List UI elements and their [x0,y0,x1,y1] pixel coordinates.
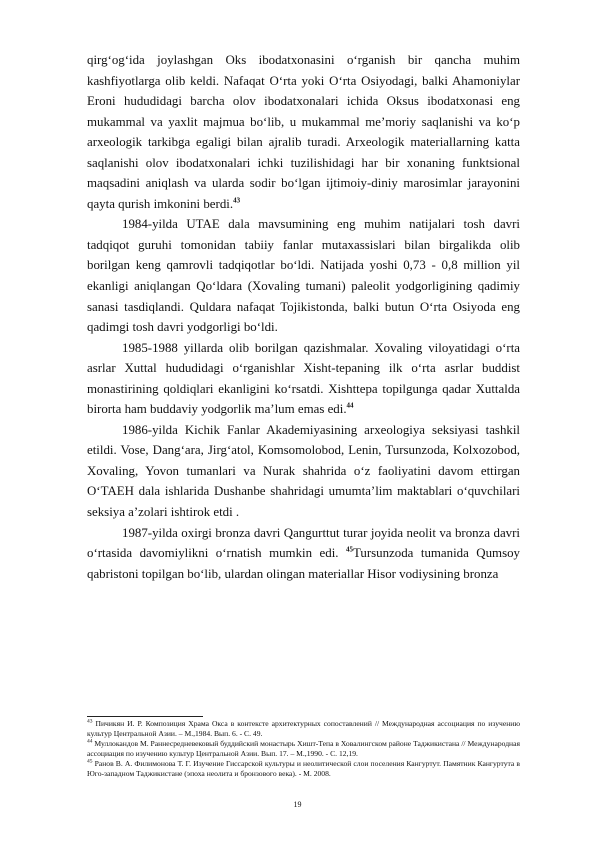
footnote-ref-45[interactable]: 45 [345,545,353,554]
paragraph-5: 1987-yilda oxirgi bronza davri Qangurttut turar joyida neolit va bronza davri o‘rtasida davomiylikni o‘rnatish mumkin edi. $^{45}$Tursunzoda tumanida Qumsoy qabristoni topilgan bo‘lib, ulardan olingan materiallar Hisor vodiysining bronza [87,525,520,581]
footnote-ref-44[interactable]: 44 [346,402,354,410]
footnote-43: $^{43}$ Пичикян И. Р. Композиция Храма Окса в контексте архитектурных сопоставлений // Международная ассоциация по изучению культур Центральной Азии. – М.,1984. Вып. 6. - С. 49. [87,718,520,738]
footnote-separator [87,716,203,717]
paragraph-3: 1985-1988 yillarda olib borilgan qazishmalar. Xovaling viloyatidagi o‘rta asrlar Xuttal hududidagi o‘rganishlar Xisht-tepaning ilk o‘rta asrlar buddist monastirining qoldiqlari ekanligini ko‘rsatdi. Xishttepa topilgunga qadar Xuttalda birorta ham buddaviy yodgorlik ma’lum emas edi.$^{44}$ [87,340,520,417]
footnotes [87,719,520,778]
paragraph-4: 1986-yilda Kichik Fanlar Akademiyasining arxeologiya seksiyasi tashkil etildi. Vose, Dang‘ara, Jirg‘atol, Komsomolobod, Lenin, Tursunzoda, Kolxozobod, Xovaling, Yovon tumanlari va Nurak shahrida o‘z faoliyatini davom ettirgan O‘TAEH dala ishlarida Dushanbe shahridagi umumta’lim maktablari o‘quvchilari seksiya a’zolari ishtirok etdi . [87,422,520,520]
footnote-44: $^{44}$ Муллокандов М. Раннесредневековый буддийский монастырь Хишт-Тепа в Ховалингском районе Таджикистана // Международная ассоциация по изучению культур Центральной Азии. Вып. 17. – М.,1990. - С. 12,19. [87,738,520,758]
main-text [87,50,520,584]
footnote-45: $^{45}$ Ранов В. А. Филимонова Т. Г. Изучение Гиссарской культуры и неолитической слои поселения Кангуртут. Памятник Кангуртута в Юго-западном Таджикистане (эпоха неолита и бронзового века). - М. 2008. [87,758,520,778]
page-number: 19 [293,800,302,809]
paragraph-1: qirg‘og‘ida joylashgan Oks ibodatxonasini o‘rganish bir qancha muhim kashfiyotlarga olib keldi. Nafaqat O‘rta yoki O‘rta Osiyodagi, balki Ahamoniylar Eroni hududidagi barcha olov ibodatxonalari ichida Oksus ibodatxonasi eng mukammal va yaxlit majmua bo‘lib, u mukammal me’moriy saqlanishi va ko‘p arxeologik tarkibga egaligi bilan ajralib turadi. Arxeologik materiallarning katta saqlanishi olov ibodatxonalari ichki tuzilishidagi har bir xonaning funktsional maqsadini aniqlash va ularda sodir bo‘lgan ijtimoiy-diniy marosimlar jarayonini qayta qurish imkonini berdi.$^{43}$ [87,53,520,211]
footnote-ref-43[interactable]: 43 [233,196,241,205]
paragraph-2: 1984-yilda UTAE dala mavsumining eng muhim natijalari tosh davri tadqiqot guruhi tomonidan tabiiy fanlar mutaxassislari bilan birgalikda olib borilgan keng qamrovli tadqiqotlar bo‘ldi. Natijada yoshi 0,73 - 0,8 million yil ekanligi aniqlangan Qo‘ldara (Xovaling tumani) paleolit yodgorligining qadimiy sanasi tasdiqlandi. Quldara nafaqat Tojikistonda, balki butun O‘rta Osiyoda eng qadimgi tosh davri yodgorligi bo‘ldi. [87,217,520,335]
